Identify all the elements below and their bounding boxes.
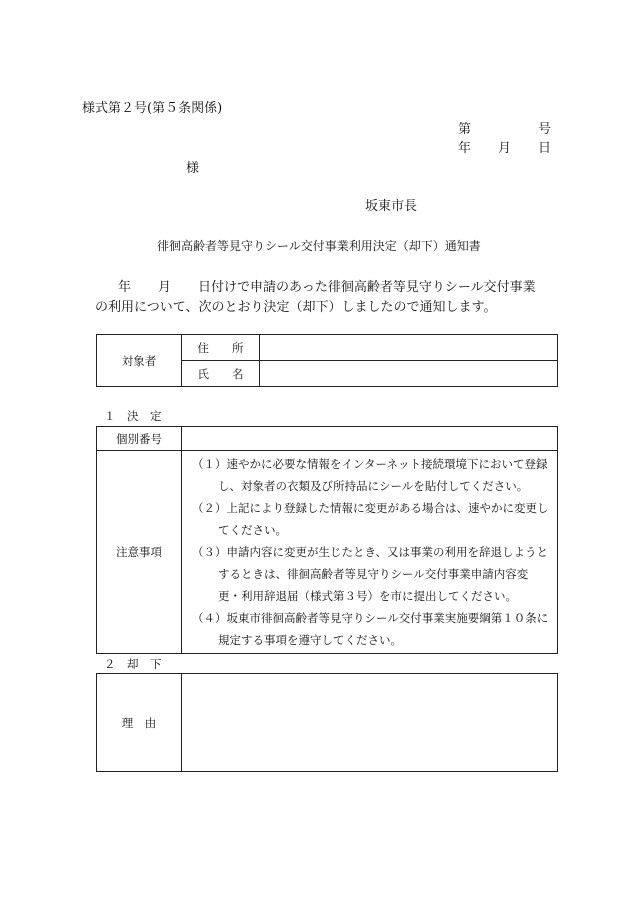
individual-number-field[interactable] [182, 427, 558, 451]
date-month: 月 [498, 141, 512, 156]
name-field[interactable] [260, 361, 558, 387]
document-number-prefix: 第 [458, 122, 472, 137]
intro-line-1: 日付けで申請のあった徘徊高齢者等見守りシール交付事業 [198, 280, 536, 295]
decision-table [96, 426, 558, 654]
notes-label: 注意事項 [97, 451, 182, 654]
document-number-suffix: 号 [538, 122, 552, 137]
document-title: 徘徊高齢者等見守りシール交付事業利用決定（却下）通知書 [157, 239, 481, 253]
rejection-table [96, 673, 558, 772]
date-year: 年 [458, 141, 472, 156]
subject-table [96, 334, 558, 387]
note-item-1: （１）速やかに必要な情報をインターネット接続環境下において登録し、対象者の衣類及び所持品にシールを貼付してください。 [192, 457, 548, 493]
intro-month: 月 [158, 280, 172, 295]
individual-number-label: 個別番号 [97, 427, 182, 451]
subject-label: 対象者 [97, 335, 182, 387]
reason-label: 理 由 [97, 674, 182, 772]
rejection-heading: ２ 却 下 [104, 657, 162, 671]
reason-field[interactable] [182, 674, 558, 772]
intro-line-2: の利用について、次のとおり決定（却下）しましたので通知します。 [95, 300, 497, 315]
address-field[interactable] [260, 335, 558, 361]
note-item-4: （４）坂東市徘徊高齢者等見守りシール交付事業実施要綱第１０条に規定する事項を遵守してください。 [192, 611, 549, 647]
note-item-2: （２）上記により登録した情報に変更がある場合は、速やかに変更してください。 [192, 501, 549, 537]
intro-year: 年 [118, 280, 132, 295]
issuer: 坂東市長 [365, 199, 418, 214]
notes-list [182, 451, 558, 654]
decision-heading: １ 決 定 [104, 409, 162, 423]
addressee-honorific: 様 [186, 161, 200, 176]
address-label: 住 所 [182, 335, 260, 361]
form-number: 様式第２号(第５条関係) [82, 101, 223, 116]
name-label: 氏 名 [182, 361, 260, 387]
note-item-3: （３）申請内容に変更が生じたとき、又は事業の利用を辞退しようとするときは、徘徊高齢者等見守りシール交付事業申請内容変更・利用辞退届（様式第３号）を市に提出してください。 [192, 545, 549, 603]
date-day: 日 [538, 141, 552, 156]
